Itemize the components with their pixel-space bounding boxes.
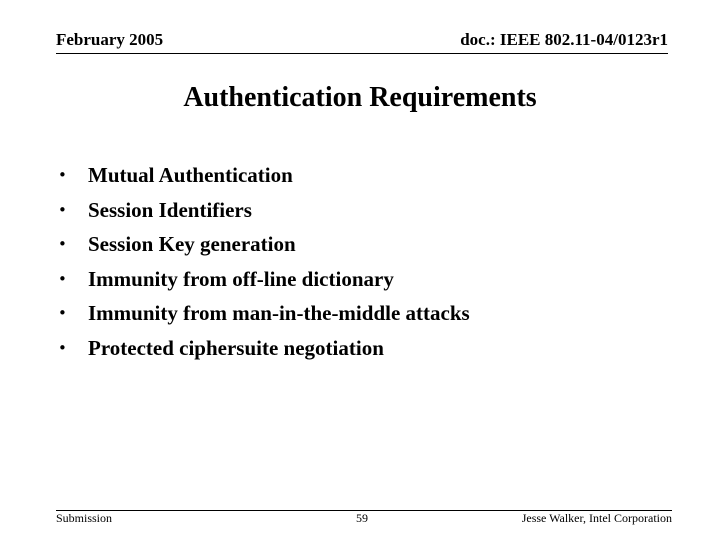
footer-page-number: 59 bbox=[356, 511, 368, 525]
bullet-text: Immunity from off-line dictionary bbox=[88, 266, 394, 291]
slide-title: Authentication Requirements bbox=[183, 82, 537, 113]
header-doc-id: doc.: IEEE 802.11-04/0123r1 bbox=[460, 30, 668, 49]
header-date: February 2005 bbox=[56, 30, 164, 49]
header-divider bbox=[56, 53, 668, 54]
bullet-icon: • bbox=[58, 235, 67, 254]
bullet-text: Session Identifiers bbox=[88, 197, 252, 222]
bullet-text: Protected ciphersuite negotiation bbox=[88, 335, 384, 360]
footer-author: Jesse Walker, Intel Corporation bbox=[521, 511, 672, 525]
bullet-icon: • bbox=[58, 166, 67, 184]
bullet-icon: • bbox=[58, 304, 67, 323]
bullet-text: Session Key generation bbox=[88, 232, 296, 257]
bullet-text: Immunity from man-in-the-middle attacks bbox=[88, 301, 470, 326]
bullet-icon: • bbox=[58, 200, 67, 219]
bullet-icon: • bbox=[58, 338, 67, 357]
footer-submission: Submission bbox=[56, 511, 113, 525]
bullet-text: Mutual Authentication bbox=[88, 163, 293, 187]
bullet-icon: • bbox=[58, 269, 67, 288]
